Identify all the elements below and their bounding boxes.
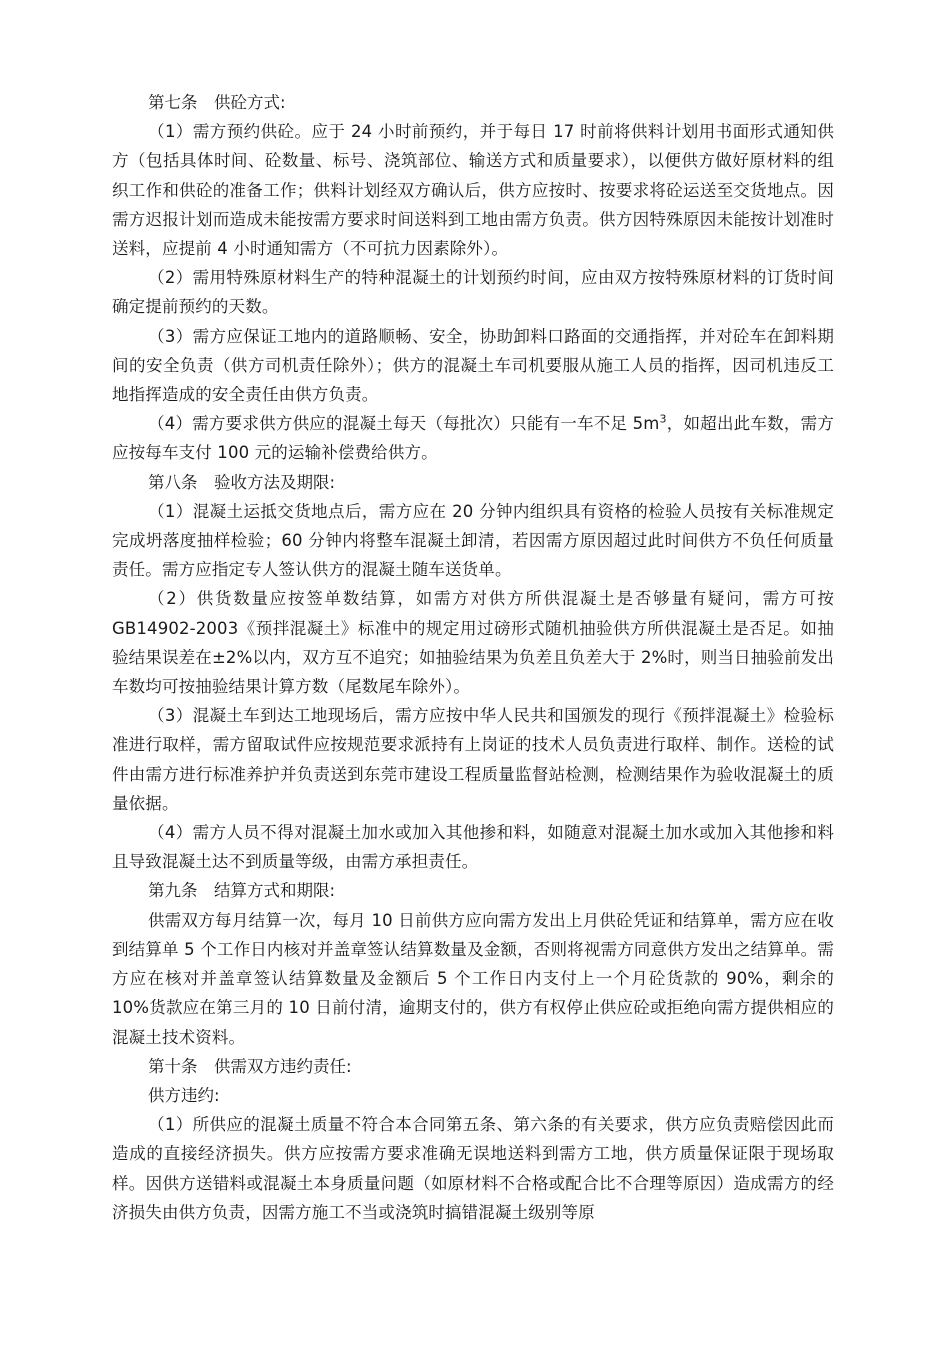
clause4-text-a: （4）需方要求供方供应的混凝土每天（每批次）只能有一车不足 5m — [148, 414, 660, 434]
article9-body: 供需双方每月结算一次，每月 10 日前供方应向需方发出上月供砼凭证和结算单，需方应在收到结算单 5 个工作日内核对并盖章签认结算数量及金额，否则将视需方同意供方发出之结算单。需方应在核对并盖章签认结算数量及金额后 5 个工作日内支付上一个月砼货款的 90%，剩余的 10%货款应在第三月的 10 日前付清，逾期支付的，供方有权停止供应砼或拒绝向需方提供相应的混凝土技术资料。 — [112, 910, 834, 1047]
article10-clause1: （1）所供应的混凝土质量不符合本合同第五条、第六条的有关要求，供方应负责赔偿因此而造成的直接经济损失。供方应按需方要求准确无误地送料到需方工地，供方质量保证限于现场取样。因供方送错料或混凝土本身质量问题（如原材料不合格或配合比不合理等原因）造成需方的经济损失由供方负责，因需方施工不当或浇筑时搞错混凝土级别等原 — [112, 1115, 834, 1222]
article7-clause2: （2）需用特殊原材料生产的特种混凝土的计划预约时间，应由双方按特殊原材料的订货时间确定提前预约的天数。 — [112, 268, 834, 317]
article8-clause4: （4）需方人员不得对混凝土加水或加入其他掺和料，如随意对混凝土加水或加入其他掺和料且导致混凝土达不到质量等级，由需方承担责任。 — [112, 823, 834, 872]
article7-heading: 第七条 供砼方式: — [148, 93, 286, 112]
article8-heading: 第八条 验收方法及期限: — [148, 472, 336, 492]
article7-clause4 — [112, 409, 834, 467]
article10-heading: 第十条 供需双方违约责任: — [148, 1056, 352, 1076]
article8-clause1: （1）混凝土运抵交货地点后，需方应在 20 分钟内组织具有资格的检验人员按有关标准规定完成坍落度抽样检验；60 分钟内将整车混凝土卸清，若因需方原因超过此时间供方不负任何质量责任。需方应指定专人签认供方的混凝土随车送货单。 — [112, 501, 834, 580]
article7-clause3: （3）需方应保证工地内的道路顺畅、安全，协助卸料口路面的交通指挥，并对砼车在卸料期间的安全负责（供方司机责任除外）；供方的混凝土车司机要服从施工人员的指挥，因司机违反工地指挥造成的安全责任由供方负责。 — [112, 326, 834, 405]
article9-heading: 第九条 结算方式和期限: — [148, 881, 336, 901]
cubic-superscript: 3 — [659, 412, 667, 426]
article10-subheading: 供方违约: — [148, 1085, 220, 1105]
document-page — [112, 88, 834, 1227]
article7-clause1: （1）需方预约供砼。应于 24 小时前预约，并于每日 17 时前将供料计划用书面形式通知供方（包括具体时间、砼数量、标号、浇筑部位、输送方式和质量要求），以便供方做好原材料的组织工作和供砼的准备工作；供料计划经双方确认后，供方应按时、按要求将砼运送至交货地点。因需方迟报计划而造成未能按需方要求时间送料到工地由需方负责。供方因特殊原因未能按计划准时送料，应提前 4 小时通知需方（不可抗力因素除外）。 — [112, 122, 834, 259]
article8-clause2: （2）供货数量应按签单数结算，如需方对供方所供混凝土是否够量有疑问，需方可按 GB14902-2003《预拌混凝土》标准中的规定用过磅形式随机抽验供方所供混凝土是否足。如抽验结果误差在±2%以内，双方互不追究；如抽验结果为负差且负差大于 2%时，则当日抽验前发出车数均可按抽验结果计算方数（尾数尾车除外）。 — [112, 589, 834, 697]
article8-clause3: （3）混凝土车到达工地现场后，需方应按中华人民共和国颁发的现行《预拌混凝土》检验标准进行取样，需方留取试件应按规范要求派持有上岗证的技术人员负责进行取样、制作。送检的试件由需方进行标准养护并负责送到东莞市建设工程质量监督站检测，检测结果作为验收混凝土的质量依据。 — [112, 706, 834, 813]
clause4-text-b: ，如超出此车数，需方应按每车支付 100 元的运输补偿费给供方。 — [112, 414, 834, 463]
